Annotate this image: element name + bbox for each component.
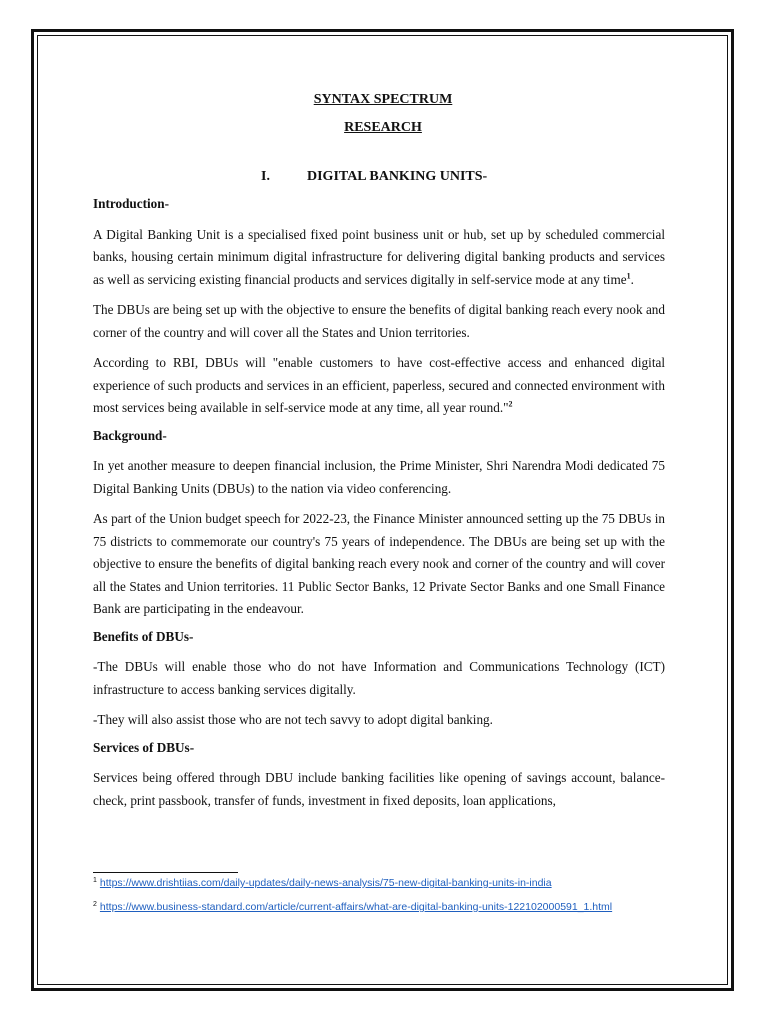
benefits-paragraph-2: -They will also assist those who are not tech savvy to adopt digital banking. <box>93 712 493 727</box>
introduction-p1-text: A Digital Banking Unit is a specialised fixed point business unit or hub, set up by scheduled commercial banks, housing certain minimum digital infrastructure for delivering digital banking products and services as well as servicing existing financial products and services digitally in self-service mode at any time <box>93 226 665 287</box>
footnote-ref-1[interactable]: 1 <box>626 271 631 281</box>
background-paragraph-1: In yet another measure to deepen financial inclusion, the Prime Minister, Shri Narendra Modi dedicated 75 Digital Banking Units (DBUs) to the nation via video conferencing. <box>93 458 665 496</box>
introduction-paragraph-3 <box>93 352 665 420</box>
services-heading: Services of DBUs- <box>93 739 195 755</box>
benefits-heading: Benefits of DBUs- <box>93 628 194 644</box>
introduction-heading: Introduction- <box>93 196 169 211</box>
footnote-2-number: 2 <box>93 900 97 908</box>
introduction-paragraph-1 <box>93 224 665 292</box>
footnote-1-link[interactable]: https://www.drishtiias.com/daily-updates/daily-news-analysis/75-new-digital-banking-units-in-india <box>99 877 552 889</box>
footnote-ref-2[interactable]: 2 <box>508 399 513 409</box>
section-heading <box>93 166 665 188</box>
document-title-line2: RESEARCH <box>344 120 422 135</box>
services-paragraph-1: Services being offered through DBU include banking facilities like opening of savings account, balance-check, print passbook, transfer of funds, investment in fixed deposits, loan applications, <box>93 770 665 808</box>
benefits-paragraph-1: -The DBUs will enable those who do not have Information and Communications Technology (ICT) infrastructure to access banking services digitally. <box>93 659 665 697</box>
introduction-p3-text: According to RBI, DBUs will "enable customers to have cost-effective access and enhanced digital experience of such products and services in an efficient, paperless, secured and connected environment with most services being available in self-service mode at any time, all year round." <box>93 355 665 415</box>
footnotes <box>93 876 653 924</box>
footnote-separator <box>93 872 238 873</box>
footnote-1-number: 1 <box>93 876 97 884</box>
footnote-2 <box>93 900 653 914</box>
section-number: I. <box>261 169 270 184</box>
footnote-2-link[interactable]: https://www.business-standard.com/article/current-affairs/what-are-digital-banking-units-122102000591_1.html <box>99 901 613 913</box>
section-title: DIGITAL BANKING UNITS- <box>307 169 488 184</box>
background-paragraph-2: As part of the Union budget speech for 2022-23, the Finance Minister announced setting up the 75 DBUs in 75 districts to commemorate our country's 75 years of independence. The DBUs are being set up with the objective to ensure the benefits of digital banking reach every nook and corner of the country and will cover all the States and Union territories. 11 Public Sector Banks, 12 Private Sector Banks and one Small Finance Bank are participating in the endeavour. <box>93 511 665 616</box>
footnote-1 <box>93 876 653 890</box>
background-heading: Background- <box>93 427 167 443</box>
introduction-paragraph-2: The DBUs are being set up with the objective to ensure the benefits of digital banking reach every nook and corner of the country and will cover all the States and Union territories. <box>93 302 665 340</box>
document-title-line1: SYNTAX SPECTRUM <box>313 92 453 107</box>
introduction-p1-end: . <box>630 271 634 287</box>
document-body <box>93 86 665 812</box>
